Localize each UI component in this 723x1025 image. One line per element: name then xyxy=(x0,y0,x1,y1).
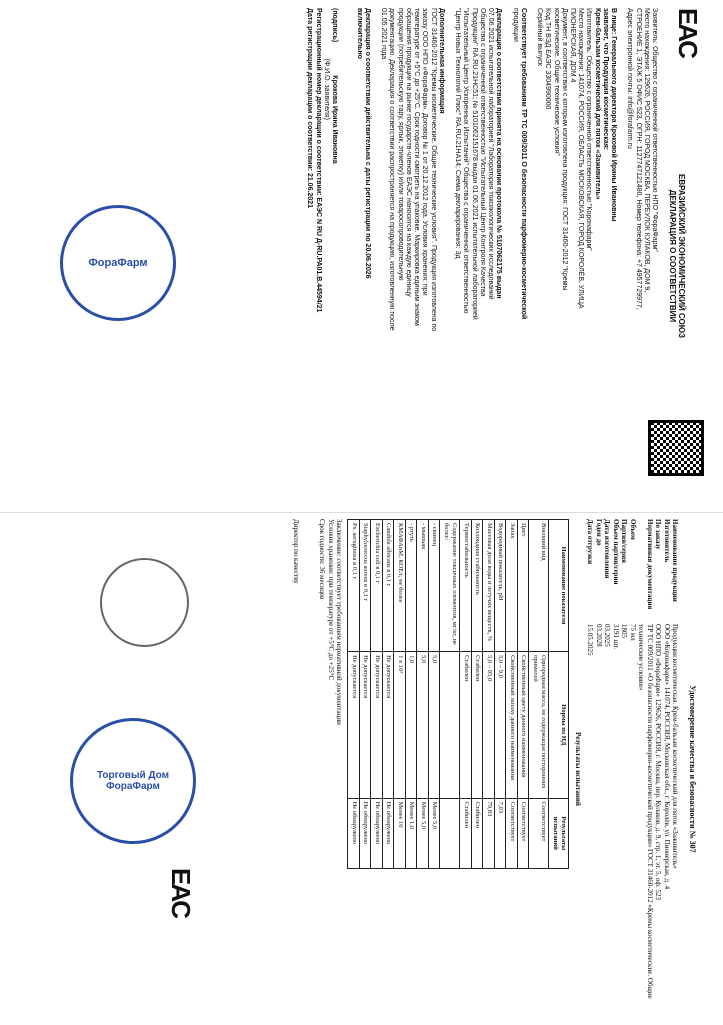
table-cell: Стабилен xyxy=(460,652,472,799)
cert-value: ООО НПО «ФораФарм» 129626, РОССИЯ, г. Москва, пер. Кулаков, д. 9, стр. 1, эт. 5, оф. 523 xyxy=(654,624,663,901)
table-cell: КМАФАнМ, КОЕ/г, не более xyxy=(394,520,406,652)
shelf-life: Срок годности: 36 месяцев xyxy=(318,519,327,600)
decl-line: СТРОЕНИЕ 1, ЭТАЖ 5 ОФИС 523, ОГРН: 1127747121480, Номер телефона: +7 4957729977, xyxy=(634,8,642,310)
table-cell: Не допускается xyxy=(348,652,360,799)
table-row xyxy=(518,520,530,869)
quality-director: Директор по качеству xyxy=(292,519,300,584)
results-title: Результаты испытаний xyxy=(574,732,582,806)
decl-line: Декларация о соответствии принята на основании протокола № 5107062175 выдан xyxy=(495,8,503,299)
decl-line: косметические. Общие технические условия" xyxy=(552,8,560,156)
table-header-row xyxy=(549,520,569,869)
table-cell: Менее 5,0 xyxy=(429,798,441,868)
table-cell: Ps. aeruginosa в 0,1 г xyxy=(348,520,360,652)
cert-row xyxy=(671,519,680,1019)
decl-line xyxy=(502,8,510,504)
cert-label: Годен до xyxy=(595,519,603,546)
table-cell: 5,0 xyxy=(429,652,441,799)
cert-value: 03.2025 xyxy=(603,624,612,647)
table-cell xyxy=(440,652,460,799)
cert-row xyxy=(629,519,638,1019)
cert-value: 75 мл xyxy=(629,624,637,641)
decl-line xyxy=(445,8,453,504)
table-cell: Стабилен xyxy=(472,652,484,799)
decl-line: Декларация о соответствии действительна с даты регистрации по 20.06.2026 xyxy=(363,8,371,279)
table-cell: - ртуть xyxy=(406,520,418,652)
certificate-page xyxy=(0,512,723,1025)
table-cell: Однородная масса, не содержащая посторонних примесей xyxy=(529,652,549,799)
signature-caption: (Ф.И.О. заявителя) xyxy=(322,8,330,120)
decl-line: включительно xyxy=(355,8,363,59)
signature-line: (подпись) Крокова Ирина Ивановна xyxy=(331,8,339,164)
table-row xyxy=(506,520,518,869)
cert-row xyxy=(620,519,629,1019)
storage-conditions: Условия хранения: при температуре от +5°С до +25°С xyxy=(327,519,335,681)
cert-label: Партия/серия xyxy=(620,519,629,563)
table-cell: Не обнаружено xyxy=(360,798,372,868)
table-cell: Не обнаружено xyxy=(371,798,383,868)
table-cell: Свойственный запаху данного наименования xyxy=(506,652,518,799)
cert-label: Наименование продукции xyxy=(671,519,680,602)
trade-house-stamp xyxy=(70,718,196,844)
table-row xyxy=(460,520,472,869)
cert-row xyxy=(663,519,672,1019)
results-table xyxy=(348,519,570,869)
table-cell: Содержание токсичных элементов, мг/кг, не более: xyxy=(440,520,460,652)
round-stamp xyxy=(60,205,176,321)
table-cell: Водородный показатель, pH xyxy=(495,520,507,652)
decl-line: 07.06.2021 испытательной лабораторией "Лаборатория токсикологических исследований xyxy=(486,8,494,300)
table-cell: Не обнаружено xyxy=(383,798,395,868)
decl-line: продукции (потребительскую тару, ярлык, этикетку) и/или товаросопроводительную xyxy=(396,8,404,281)
table-row xyxy=(394,520,406,869)
cert-label: По заказу xyxy=(654,519,663,550)
table-cell: Не допускается xyxy=(360,652,372,799)
cert-row xyxy=(654,519,663,1019)
table-cell: Candida albicans в 0,1 г xyxy=(383,520,395,652)
table-cell: 7,03 xyxy=(495,798,507,868)
table-cell: 5,0 – 95,0 xyxy=(483,652,495,799)
table-row xyxy=(472,520,484,869)
table-cell: 1 x 10³ xyxy=(394,652,406,799)
union-title: ЕВРАЗИЙСКИЙ ЭКОНОМИЧЕСКИЙ СОЮЗ xyxy=(677,173,686,339)
cert-value: 1805 xyxy=(620,624,629,638)
table-cell xyxy=(440,798,460,868)
table-cell: Внешний вид xyxy=(529,520,549,652)
table-cell: 79,83 xyxy=(483,798,495,868)
stamp-label: Торговый Дом ФораФарм xyxy=(96,770,170,792)
table-cell: Стабилен xyxy=(472,798,484,868)
decl-line: ГОСТ 31460-2012 "Кремы косметические. Общие технические условия". Продукция изготовлена по xyxy=(429,8,437,332)
eac-mark-certificate: EAC xyxy=(166,868,196,917)
declaration-title: ДЕКЛАРАЦИЯ О СООТВЕТСТВИИ xyxy=(668,189,677,323)
decl-line: 01.05.2021 года xyxy=(380,8,388,60)
table-cell: Стабилен xyxy=(460,798,472,868)
table-cell: Не обнаружено xyxy=(348,798,360,868)
cert-label: Нормативная документация xyxy=(646,519,654,610)
decl-line: заявляет, что Продукция косметическая: xyxy=(601,8,609,151)
decl-line: Дополнительная информация xyxy=(437,8,445,114)
declaration-text xyxy=(305,8,658,504)
decl-line xyxy=(338,8,346,504)
table-row xyxy=(429,520,441,869)
certificate-footer xyxy=(292,519,344,1019)
table-cell: Коллоидная стабильность xyxy=(472,520,484,652)
cert-value: 03.2028 xyxy=(595,624,603,647)
table-cell: Термостабильность xyxy=(460,520,472,652)
column-header: Нормы по НД xyxy=(549,652,569,799)
cert-value: 3191 шт. xyxy=(612,624,620,650)
decl-line: Заявитель: Общество с ограниченной ответственностью НПО "ФораФарм" xyxy=(651,8,658,252)
cert-label: Объем xyxy=(629,519,637,540)
cert-label: Объем партии/серии xyxy=(612,519,620,585)
table-cell: Менее 10 xyxy=(394,798,406,868)
table-row xyxy=(417,520,429,869)
decl-line: температуре от +5°С до +25°С. Срок годности смотреть на упаковке. Маркировка единым знаком xyxy=(413,8,421,326)
table-cell: Escherichia coli в 0,1 г xyxy=(371,520,383,652)
eac-mark: EAC xyxy=(673,8,703,57)
table-cell: Менее 5,0 xyxy=(417,798,429,868)
decl-line: заказу ООО НПО «ФораФарм». Договор № 1 от 20.12.2012 года. Условия хранения: при xyxy=(421,8,429,296)
table-cell: Цвет xyxy=(518,520,530,652)
table-cell: 5,0 xyxy=(417,652,429,799)
decl-line: документацию. Декларация о соответствии распространяется на продукцию, изготовленную после xyxy=(388,8,396,331)
table-cell: Запах xyxy=(506,520,518,652)
decl-line: В лице: Генерального директора Кроковой Ирины Ивановны xyxy=(609,8,617,222)
decl-line: Продукции" RA.RU.21HC51; № 5101062151678 выдан 01.06.2021 испытательной лабораторией xyxy=(470,8,478,320)
decl-line xyxy=(346,8,354,504)
table-cell: Менее 1,0 xyxy=(406,798,418,868)
table-cell: Не допускается xyxy=(371,652,383,799)
table-cell: Не допускается xyxy=(383,652,395,799)
decl-line: "Испытательный Центр Ускоренных Испытаний" Общества с ограниченной ответственностью xyxy=(462,8,470,314)
cert-row xyxy=(586,519,595,1019)
table-row xyxy=(371,520,383,869)
decl-line: продукции xyxy=(511,8,519,42)
column-header: Наименование показателя xyxy=(549,520,569,652)
table-cell: Соответствует xyxy=(506,798,518,868)
conclusion: Заключение: соответствует требованиям нормативной документации xyxy=(335,519,344,725)
cert-value: 15.05.2025 xyxy=(586,624,595,656)
cert-row xyxy=(595,519,604,1019)
cert-label: Дата отгрузки xyxy=(586,519,595,565)
decl-line: Изготовитель: Общество с ограниченной ответственностью "Коронафарм" xyxy=(585,8,593,251)
decl-line: Место нахождения: 129626, РОССИЯ, ГОРОД МОСКВА, ПЕРЕУЛОК КУЛАКОВ, ДОМ 9, xyxy=(642,8,650,293)
cert-label: Дата изготовления xyxy=(603,519,612,579)
table-row xyxy=(348,520,360,869)
table-cell: Соответствует xyxy=(529,798,549,868)
cert-value: Продукция косметическая. Крем-бальзам косметический для пяток «Заживитель» xyxy=(671,624,680,869)
cert-value: ООО «Коронафарм» 141074, РОССИЯ, Московская обл., г. Королёв, ул. Пионерская, д. 4 xyxy=(663,624,671,890)
decl-line: Код ТН ВЭД ЕАЭС 3304990000 xyxy=(544,8,552,110)
decl-line: Крем-бальзам косметический для пяток «Заживитель» xyxy=(593,8,601,200)
stamp-label: ФораФарм xyxy=(88,257,148,269)
decl-line: Документ, в соответствии с которым изготовлена продукция: ГОСТ 31460-2012 "Кремы xyxy=(560,8,568,291)
registration-number: Регистрационный номер декларации о соответствии: ЕАЭС N RU Д-RU.РА01.В.44594/21 xyxy=(314,8,322,313)
decl-line: "Центр Новых Технологий Плюс" RA.RU.21HA14; Схема декларирования: 3д xyxy=(454,8,462,259)
table-cell: Staphylococcus aureus в 0,1 г xyxy=(360,520,372,652)
table-cell: 5,0 – 9,0 xyxy=(495,652,507,799)
decl-line: ПИОНЕРСКАЯ, ДОМ 4 xyxy=(568,8,576,83)
table-row xyxy=(483,520,495,869)
decl-line: Серийный выпуск xyxy=(536,8,544,66)
table-row xyxy=(383,520,395,869)
decl-line: обращения продукции на рынке государств-членов ЕАЭС наносится на каждую единицу xyxy=(404,8,412,297)
decl-line: Место нахождения: 141074, РОССИЯ, ОБЛАСТЬ МОСКОВСКАЯ, ГОРОД КОРОЛЁВ, УЛИЦА xyxy=(577,8,585,309)
table-row xyxy=(440,520,460,869)
decl-line: Общества с ограниченной ответственностью "Испытательный Центр Контроля Качества xyxy=(478,8,486,297)
cert-row xyxy=(603,519,612,1019)
decl-line xyxy=(527,8,535,504)
table-cell: - мышьяк xyxy=(417,520,429,652)
cert-row xyxy=(637,519,654,1019)
decl-line: Адрес электронной почты: info@forafarm.ru xyxy=(626,8,634,149)
table-cell: - свинец xyxy=(429,520,441,652)
decl-line: Соответствует требованиям ТР ТС 009/2011 О безопасности парфюмерно-косметической xyxy=(519,8,527,320)
cert-row xyxy=(612,519,621,1019)
table-cell: Свойственный цвету данного наименования xyxy=(518,652,530,799)
cert-label: Изготовитель xyxy=(663,519,671,563)
certificate-title: Удостоверение качества и безопасности № 307 xyxy=(688,685,697,853)
decl-line xyxy=(617,8,625,504)
table-row xyxy=(406,520,418,869)
table-row xyxy=(529,520,549,869)
table-cell: Массовая доля воды и летучих веществ, % xyxy=(483,520,495,652)
table-row xyxy=(360,520,372,869)
cert-value: ТР ТС 009/2011 «О безопасности парфюмерно-косметической продукции» ГОСТ 31460-2012 «Кремы косметические. Общие технические условия» xyxy=(637,624,654,999)
declaration-page xyxy=(0,0,723,512)
column-header: Результаты испытаний xyxy=(549,798,569,868)
results-table-body xyxy=(348,520,549,869)
table-cell: 1,0 xyxy=(406,652,418,799)
decl-line xyxy=(371,8,379,504)
table-cell: Соответствует xyxy=(518,798,530,868)
registration-date: Дата регистрации декларации о соответствии: 21.06.2021 xyxy=(306,8,314,208)
round-stamp-grey xyxy=(100,558,189,647)
table-row xyxy=(495,520,507,869)
